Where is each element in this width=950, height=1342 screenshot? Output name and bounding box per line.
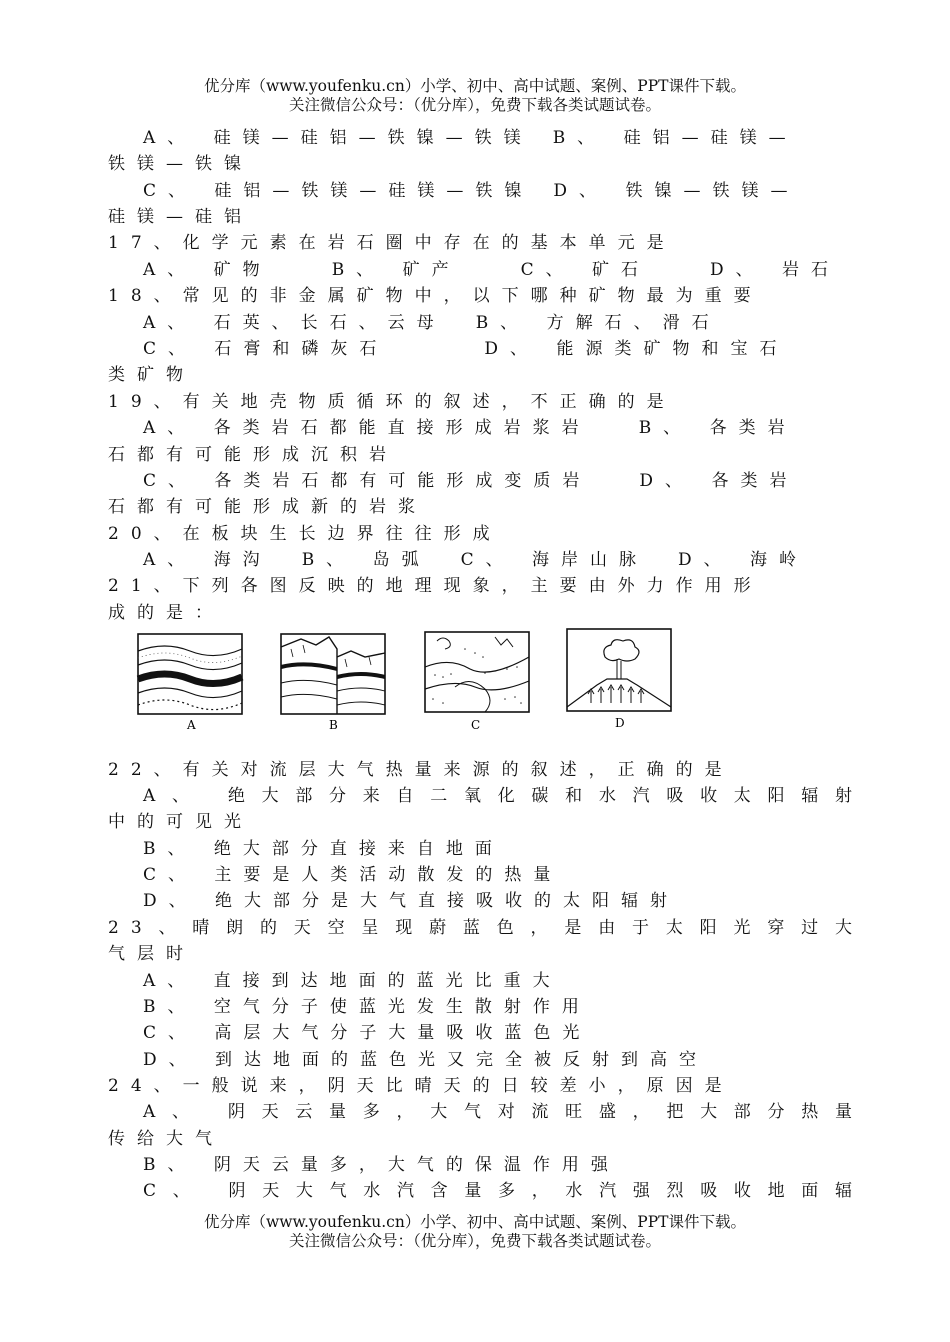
figure-b-label: B	[329, 718, 338, 732]
q24-option-a-tail: 传给大气	[108, 1129, 224, 1149]
figure-c-river-landscape	[425, 632, 529, 732]
q23-stem-tail: 气层时	[108, 944, 195, 964]
figure-b-fault-blocks	[281, 634, 385, 732]
q22-option-b: B、 绝大部分直接来自地面	[143, 839, 504, 859]
q16-option-d-head: D、 铁镍—铁镁—	[553, 181, 800, 201]
q16-option-c: C、 硅铝—铁镁—硅镁—铁镍	[143, 181, 534, 201]
q22-option-c: C、 主要是人类活动散发的热量	[143, 865, 563, 885]
q19-option-b-tail: 石都有可能形成沉积岩	[108, 445, 398, 465]
q20-options	[143, 549, 864, 571]
q19-option-b-head: B、 各类岩	[638, 418, 797, 438]
footer-line-2: 关注微信公众号：（优分库），免费下载各类试题试卷。	[288, 1232, 661, 1250]
header-line-2: 关注微信公众号：（优分库），免费下载各类试题试卷。	[288, 96, 661, 114]
q24-option-c-head: C、 阴天大气水汽含量多，水汽强烈吸收地面辐	[143, 1181, 864, 1201]
q22-option-d: D、 绝大部分是大气直接吸收的太阳辐射	[143, 891, 680, 911]
q18-option-b: B、 方解石、滑石	[475, 313, 721, 333]
q19-option-d-tail: 石都有可能形成新的岩浆	[108, 497, 427, 517]
q18-options-row-1	[143, 312, 864, 334]
q19-options-row-1	[143, 417, 864, 439]
q19-option-c: C、 各类岩石都有可能形成变质岩	[143, 471, 592, 491]
q19-options-row-2	[143, 470, 864, 492]
q23-option-a: A、 直接到达地面的蓝光比重大	[143, 971, 562, 991]
q24-stem: 24、一般说来，阴天比晴天的日较差小，原因是	[108, 1076, 734, 1096]
q24-option-b: B、 阴天云量多，大气的保温作用强	[143, 1155, 620, 1175]
figure-c-label: C	[471, 718, 481, 732]
q21-stem-head: 21、下列各图反映的地理现象，主要由外力作用形	[108, 576, 763, 596]
page-footer	[0, 1213, 950, 1251]
q17-option-b: B、 矿产	[331, 260, 461, 280]
q18-options-row-2	[143, 338, 864, 360]
q22-option-a-head: A、 绝大部分来自二氧化碳和水汽吸收太阳辐射	[143, 786, 864, 806]
q21-figures-svg	[135, 627, 695, 737]
q20-stem: 20、在板块生长边界往往形成	[108, 524, 502, 544]
figure-d-label: D	[615, 716, 625, 730]
q17-option-c: C、 矿石	[520, 260, 651, 280]
q20-option-c: C、 海岸山脉	[460, 550, 649, 570]
q18-option-d-tail: 类矿物	[108, 365, 195, 385]
q20-option-a: A、 海沟	[143, 550, 272, 570]
q19-option-d-head: D、 各类岩	[639, 471, 799, 491]
q16-option-d-tail: 硅镁—硅铝	[108, 207, 253, 227]
q17-option-d: D、 岩石	[710, 260, 841, 280]
header-line-1: 优分库（www.youfenku.cn）小学、初中、高中试题、案例、PPT课件下载。	[203, 77, 747, 95]
q23-option-d: D、 到达地面的蓝色光又完全被反射到高空	[143, 1050, 709, 1070]
footer-line-1: 优分库（www.youfenku.cn）小学、初中、高中试题、案例、PPT课件下载。	[203, 1213, 747, 1231]
q20-option-d: D、 海岭	[678, 550, 809, 570]
page-header	[0, 77, 950, 115]
q16-option-a: A、 硅镁—硅铝—铁镍—铁镁	[143, 128, 533, 148]
q23-stem-head: 23、晴朗的天空呈现蔚蓝色，是由于太阳光穿过大	[108, 918, 864, 938]
q18-stem: 18、常见的非金属矿物中，以下哪种矿物最为重要	[108, 286, 763, 306]
q24-option-a-head: A、 阴天云量多，大气对流旺盛，把大部分热量	[143, 1102, 864, 1122]
q21-figures	[135, 627, 695, 737]
q18-option-c: C、 石膏和磷灰石	[143, 339, 389, 359]
q19-option-a: A、 各类岩石都能直接形成岩浆岩	[143, 418, 591, 438]
q18-option-a: A、 石英、长石、云母	[143, 313, 446, 333]
q18-option-d-head: D、 能源类矿物和宝石	[484, 339, 789, 359]
q16-options-row-2	[143, 180, 864, 202]
q22-option-a-tail: 中的可见光	[108, 812, 253, 832]
q23-option-c: C、 高层大气分子大量吸收蓝色光	[143, 1023, 592, 1043]
figure-d-volcano	[567, 629, 671, 730]
q19-stem: 19、有关地壳物质循环的叙述，不正确的是	[108, 392, 676, 412]
q17-options	[143, 259, 864, 281]
q16-option-b-tail: 铁镁—铁镍	[108, 154, 253, 174]
figure-a-label: A	[187, 718, 196, 732]
q16-option-b-head: B、 硅铝—硅镁—	[552, 128, 798, 148]
figure-a-folded-strata	[138, 634, 242, 732]
q17-option-a: A、 矿物	[143, 260, 272, 280]
q20-option-b: B、 岛弧	[301, 550, 431, 570]
q22-stem: 22、有关对流层大气热量来源的叙述，正确的是	[108, 760, 734, 780]
q16-options-row-1	[143, 127, 864, 149]
q17-stem: 17、化学元素在岩石圈中存在的基本单元是	[108, 233, 676, 253]
q21-stem-tail: 成的是：	[108, 603, 224, 623]
q23-option-b: B、 空气分子使蓝光发生散射作用	[143, 997, 591, 1017]
